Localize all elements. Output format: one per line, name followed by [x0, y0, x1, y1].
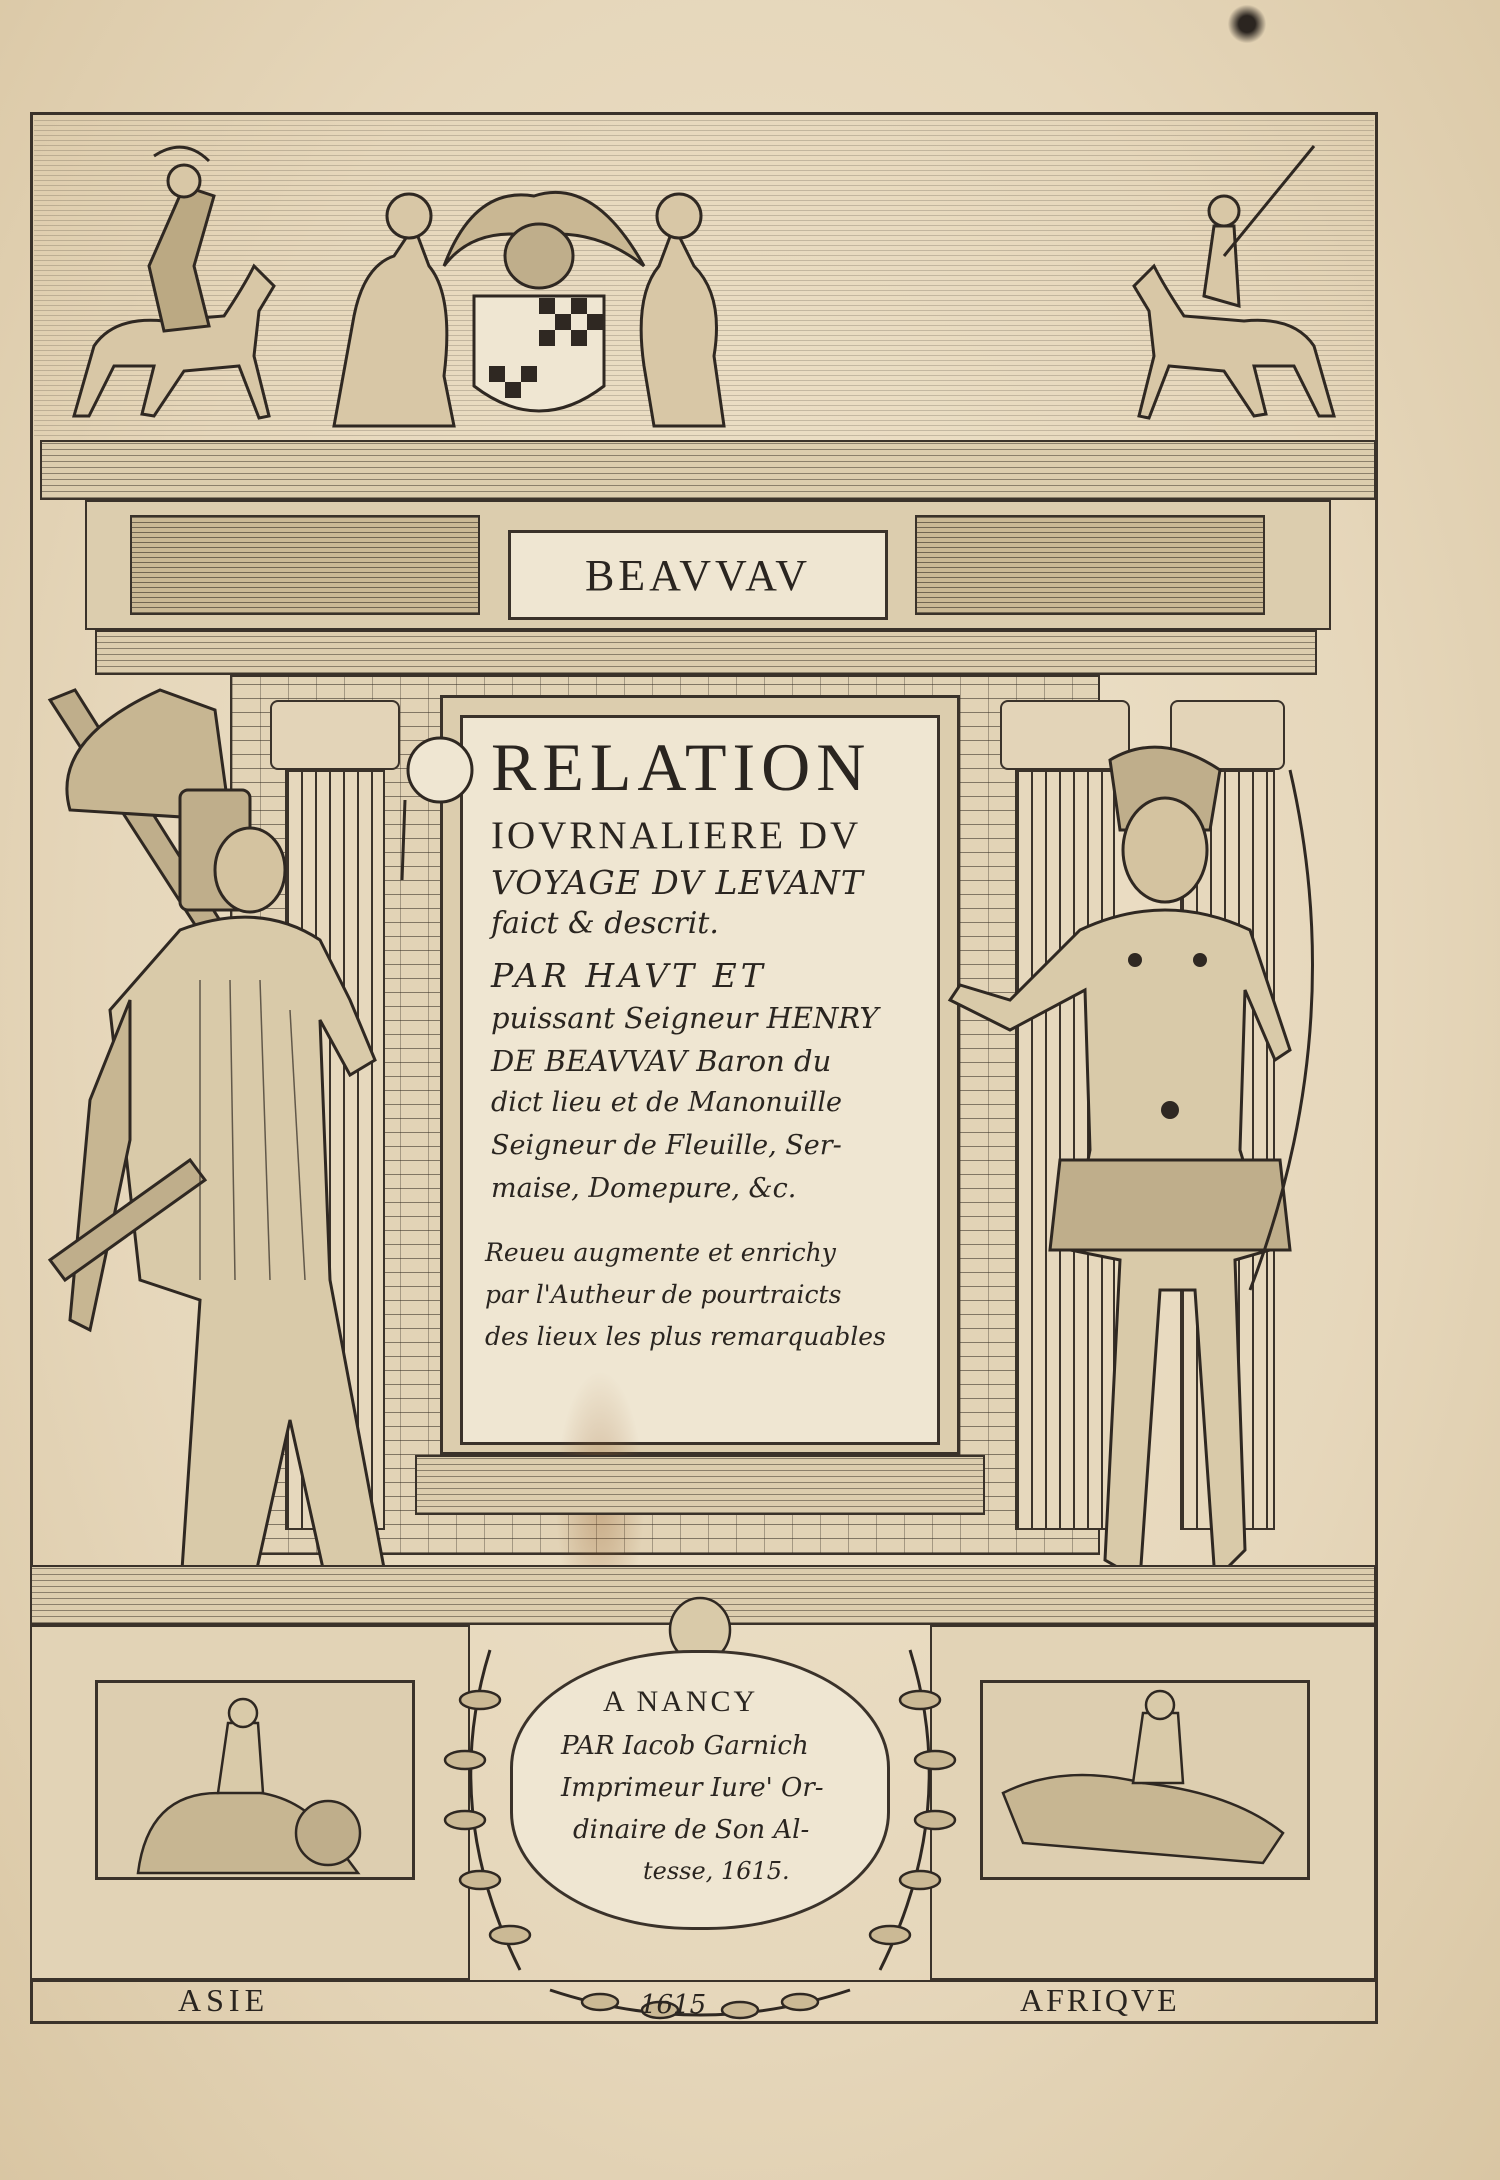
- author-line-1: PAR HAVT ET: [491, 956, 767, 995]
- title-line-2: IOVRNALIERE DV: [491, 814, 862, 857]
- imprint-line-2: PAR Iacob Garnich: [561, 1731, 809, 1761]
- africa-crocodile-illustration: [983, 1683, 1307, 1877]
- ink-blot: [1228, 4, 1266, 44]
- author-line-4: dict lieu et de Manonuille: [491, 1087, 842, 1118]
- author-line-2: puissant Seigneur HENRY: [491, 1001, 879, 1035]
- title-panel: [460, 715, 940, 1445]
- title-line-3: VOYAGE DV LEVANT: [491, 863, 864, 902]
- lower-cornice: [95, 630, 1317, 675]
- imprint-cartouche: [510, 1650, 890, 1930]
- banner-text: BEAVVAV: [584, 550, 812, 600]
- label-asie: ASIE: [178, 1982, 270, 2018]
- label-afrique: AFRIQVE: [1020, 1982, 1180, 2018]
- imprint-line-4: dinaire de Son Al-: [573, 1815, 810, 1845]
- asia-elephant-illustration: [98, 1683, 412, 1877]
- author-line-5: Seigneur de Fleuille, Ser-: [491, 1130, 842, 1161]
- imprint-line-3: Imprimeur Iure' Or-: [561, 1773, 824, 1803]
- top-figures-illustration: [34, 116, 1374, 446]
- author-line-3: DE BEAVVAV Baron du: [491, 1044, 832, 1078]
- right-figure-illustration: [930, 730, 1350, 1610]
- year-bottom: 1615: [640, 1990, 707, 2020]
- vignette-africa: [980, 1680, 1310, 1880]
- frieze-ornament-left: [130, 515, 480, 615]
- title-line-1: RELATION: [491, 729, 872, 805]
- left-figure-illustration: [30, 680, 490, 1620]
- vignette-asia: [95, 1680, 415, 1880]
- revision-line-1: Reueu augmente et enrichy: [485, 1238, 836, 1267]
- banner-panel: [508, 530, 888, 620]
- author-line-6: maise, Domepure, &c.: [491, 1173, 797, 1204]
- title-line-4: faict & descrit.: [491, 906, 719, 941]
- frieze-ornament-right: [915, 515, 1265, 615]
- imprint-line-1: A NANCY: [603, 1685, 759, 1718]
- revision-line-2: par l'Autheur de pourtraicts: [485, 1280, 842, 1309]
- revision-line-3: des lieux les plus remarquables: [485, 1322, 886, 1351]
- imprint-line-5: tesse, 1615.: [643, 1857, 790, 1885]
- panel-base: [415, 1455, 985, 1515]
- cornice: [40, 440, 1376, 500]
